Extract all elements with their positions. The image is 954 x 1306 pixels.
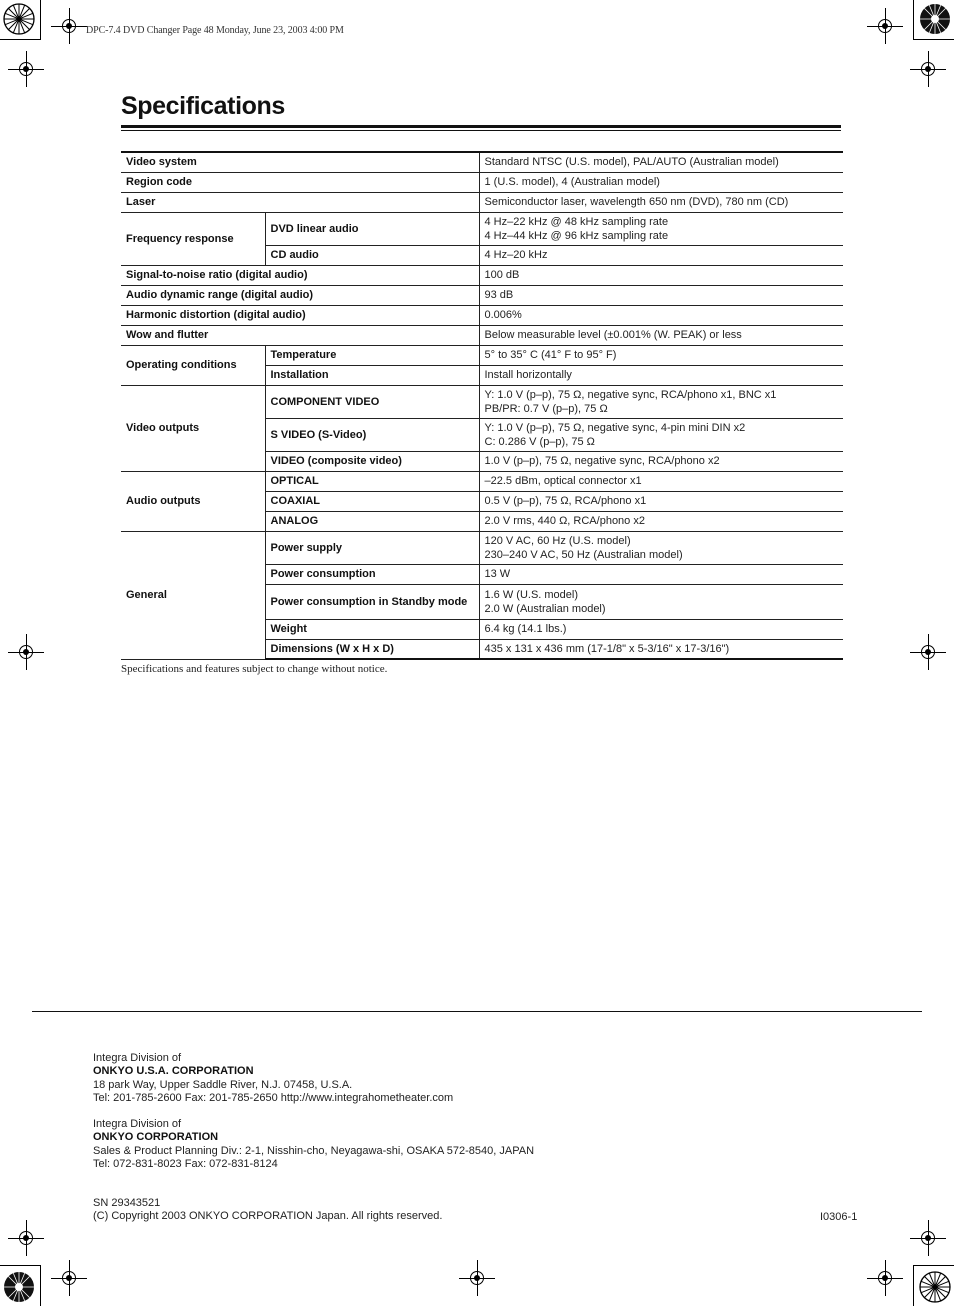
spec-sub-label: Temperature <box>265 345 479 365</box>
registration-mark-icon <box>59 16 79 36</box>
starburst-target-icon <box>2 1270 36 1304</box>
starburst-target-icon <box>918 1270 952 1304</box>
spec-group-label: General <box>121 531 265 659</box>
registration-mark-icon <box>16 59 36 79</box>
table-row <box>121 325 843 345</box>
table-row <box>121 531 843 564</box>
registration-mark-icon <box>467 1268 487 1288</box>
starburst-target-icon <box>2 2 36 36</box>
crop-mark <box>0 39 40 40</box>
spec-sub-label: CD audio <box>265 245 479 265</box>
spec-label: Harmonic distortion (digital audio) <box>121 305 479 325</box>
crop-mark <box>40 1265 41 1306</box>
table-row <box>121 305 843 325</box>
address: 18 park Way, Upper Saddle River, N.J. 07458, U.S.A. <box>93 1078 353 1091</box>
spec-value: 1 (U.S. model), 4 (Australian model) <box>479 172 843 192</box>
spec-value: 4 Hz–20 kHz <box>479 245 843 265</box>
footnote: Specifications and features subject to change without notice. <box>121 663 388 675</box>
crop-mark <box>913 0 914 40</box>
crop-mark <box>913 1265 914 1306</box>
table-row <box>121 345 843 365</box>
table-row <box>121 212 843 245</box>
spec-label: Video system <box>121 152 479 172</box>
registration-mark-icon <box>918 642 938 662</box>
copyright: (C) Copyright 2003 ONKYO CORPORATION Japan. All rights reserved. <box>93 1210 443 1223</box>
spec-value: 93 dB <box>479 285 843 305</box>
spec-group-label: Audio outputs <box>121 471 265 531</box>
registration-mark-icon <box>16 1228 36 1248</box>
address: Sales & Product Planning Div.: 2-1, Nisshin-cho, Neyagawa-shi, OSAKA 572-8540, JAPAN <box>93 1144 535 1157</box>
spec-sub-label: Weight <box>265 619 479 639</box>
title-rule <box>121 125 841 128</box>
spec-sub-label: Power supply <box>265 531 479 564</box>
spec-value: 6.4 kg (14.1 lbs.) <box>479 619 843 639</box>
division-label: Integra Division of <box>93 1118 182 1130</box>
spec-value: 0.006% <box>479 305 843 325</box>
specifications-table <box>121 151 843 660</box>
spec-sub-label: S VIDEO (S-Video) <box>265 418 479 451</box>
spec-value: 13 W <box>479 564 843 584</box>
spec-sub-label: Dimensions (W x H x D) <box>265 639 479 659</box>
spec-label: Region code <box>121 172 479 192</box>
crop-mark <box>914 39 954 40</box>
table-row <box>121 471 843 491</box>
serial-number: SN 29343521 <box>93 1197 161 1209</box>
spec-value-line: 4 Hz–44 kHz @ 96 kHz sampling rate <box>484 229 669 242</box>
registration-mark-icon <box>918 59 938 79</box>
spec-value-line: Y: 1.0 V (p–p), 75 Ω, negative sync, 4-pin mini DIN x2 <box>484 421 746 434</box>
title-rule <box>121 130 841 131</box>
spec-sub-label: ANALOG <box>265 511 479 531</box>
spec-group-label: Video outputs <box>121 385 265 471</box>
spec-sub-label: COAXIAL <box>265 491 479 511</box>
spec-value-line: Y: 1.0 V (p–p), 75 Ω, negative sync, RCA/phono x1, BNC x1 <box>484 388 777 401</box>
crop-mark <box>40 0 41 40</box>
spec-sub-label: COMPONENT VIDEO <box>265 385 479 418</box>
spec-value <box>479 385 843 418</box>
registration-mark-icon <box>918 1228 938 1248</box>
spec-value: Install horizontally <box>479 365 843 385</box>
spec-value-line: 1.6 W (U.S. model) <box>484 588 579 601</box>
spec-value-line: 4 Hz–22 kHz @ 48 kHz sampling rate <box>484 215 669 228</box>
spec-value <box>479 584 843 619</box>
crop-mark <box>914 1265 954 1266</box>
spec-value: 0.5 V (p–p), 75 Ω, RCA/phono x1 <box>479 491 843 511</box>
contact-block-japan <box>93 1118 534 1172</box>
spec-value: 1.0 V (p–p), 75 Ω, negative sync, RCA/phono x2 <box>479 451 843 471</box>
spec-value <box>479 418 843 451</box>
spec-sub-label: Power consumption <box>265 564 479 584</box>
spec-value-line: 120 V AC, 60 Hz (U.S. model) <box>484 534 631 547</box>
table-row <box>121 172 843 192</box>
corporation-name: ONKYO U.S.A. CORPORATION <box>93 1065 254 1078</box>
spec-value <box>479 531 843 564</box>
table-row <box>121 385 843 418</box>
crop-mark <box>0 1265 40 1266</box>
spec-value: 435 x 131 x 436 mm (17-1/8" x 5-3/16" x 17-3/16") <box>479 639 843 659</box>
spec-value-line: 2.0 W (Australian model) <box>484 602 606 615</box>
spec-sub-label: Power consumption in Standby mode <box>265 584 479 619</box>
spec-value: 2.0 V rms, 440 Ω, RCA/phono x2 <box>479 511 843 531</box>
spec-label: Laser <box>121 192 479 212</box>
spec-value: Below measurable level (±0.001% (W. PEAK) or less <box>479 325 843 345</box>
phone-line: Tel: 072-831-8023 Fax: 072-831-8124 <box>93 1158 278 1171</box>
document-code: I0306-1 <box>820 1211 858 1223</box>
table-row <box>121 265 843 285</box>
phone-line: Tel: 201-785-2600 Fax: 201-785-2650 http://www.integrahometheater.com <box>93 1092 454 1105</box>
table-row <box>121 152 843 172</box>
corporation-name: ONKYO CORPORATION <box>93 1131 219 1144</box>
registration-mark-icon <box>16 642 36 662</box>
spec-value: –22.5 dBm, optical connector x1 <box>479 471 843 491</box>
spec-value-line: PB/PR: 0.7 V (p–p), 75 Ω <box>484 402 608 415</box>
spec-sub-label: Installation <box>265 365 479 385</box>
spec-label: Audio dynamic range (digital audio) <box>121 285 479 305</box>
starburst-target-icon <box>918 2 952 36</box>
division-label: Integra Division of <box>93 1052 182 1064</box>
registration-mark-icon <box>875 1268 895 1288</box>
spec-value: 100 dB <box>479 265 843 285</box>
registration-mark-icon <box>59 1268 79 1288</box>
spec-value <box>479 212 843 245</box>
spec-sub-label: OPTICAL <box>265 471 479 491</box>
spec-sub-label: VIDEO (composite video) <box>265 451 479 471</box>
contact-block-usa <box>93 1052 453 1106</box>
legal-block <box>93 1197 442 1224</box>
spec-sub-label: DVD linear audio <box>265 212 479 245</box>
spec-value: Standard NTSC (U.S. model), PAL/AUTO (Australian model) <box>479 152 843 172</box>
spec-group-label: Frequency response <box>121 212 265 265</box>
footer-divider <box>32 1011 922 1012</box>
table-row <box>121 192 843 212</box>
page-title: Specifications <box>121 92 285 120</box>
spec-value: 5° to 35° C (41° F to 95° F) <box>479 345 843 365</box>
spec-value: Semiconductor laser, wavelength 650 nm (DVD), 780 nm (CD) <box>479 192 843 212</box>
spec-label: Wow and flutter <box>121 325 479 345</box>
table-row <box>121 285 843 305</box>
spec-group-label: Operating conditions <box>121 345 265 385</box>
spec-value-line: C: 0.286 V (p–p), 75 Ω <box>484 435 595 448</box>
spec-value-line: 230–240 V AC, 50 Hz (Australian model) <box>484 548 683 561</box>
spec-label: Signal-to-noise ratio (digital audio) <box>121 265 479 285</box>
print-header: DPC-7.4 DVD Changer Page 48 Monday, June 23, 2003 4:00 PM <box>86 25 344 36</box>
registration-mark-icon <box>875 16 895 36</box>
